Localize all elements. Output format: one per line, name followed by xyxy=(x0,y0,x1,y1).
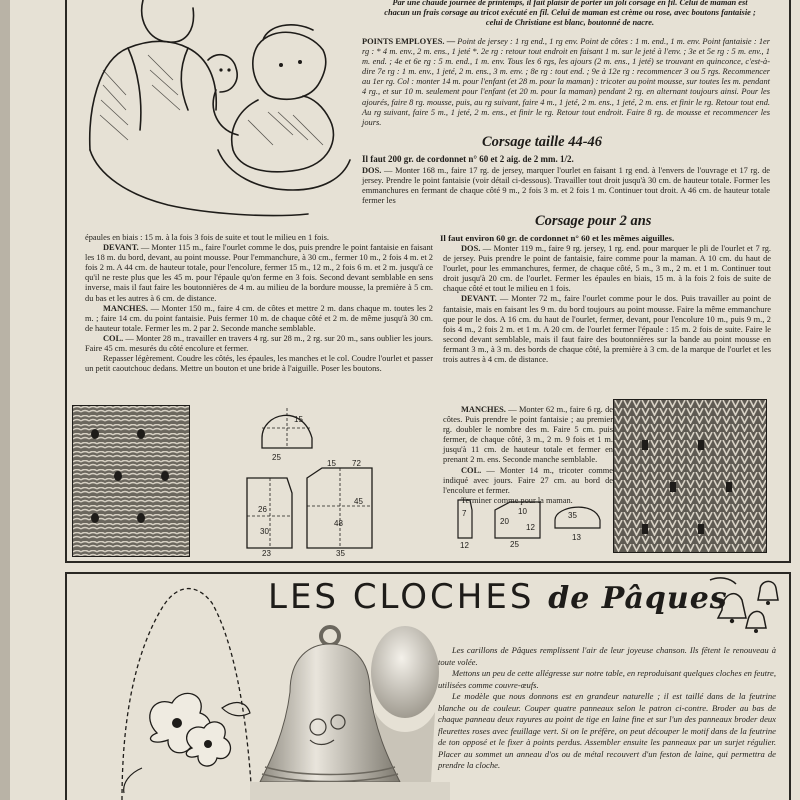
cloches-title xyxy=(268,577,728,617)
knit-swatch-left xyxy=(72,405,190,557)
dim-10: 10 xyxy=(518,507,527,516)
dim-12b: 12 xyxy=(526,523,535,532)
dim-72: 72 xyxy=(352,459,361,468)
points-heading: POINTS EMPLOYES. — xyxy=(362,37,456,46)
corsage-1-subtitle: Il faut 200 gr. de cordonnet n° 60 et 2 aig. de 2 mm. 1/2. xyxy=(362,154,574,164)
dim-15: 15 xyxy=(294,415,303,424)
bell-pattern-outline xyxy=(72,578,262,800)
dim-30: 30 xyxy=(260,527,269,536)
col2-text: — Monter 14 m., tricoter comme indiqué avec jours. Faire 27 cm. au bord de l'encolure et fermer. xyxy=(443,465,613,495)
points-body: Point de jersey : 1 rg end., 1 rg env. Point de côtes : 1 m. end., 1 m. env. Point fantaisie : 1er rg : * 4 m. env., 2 m. ens., 1 jeté *. 2e rg : retour tout endroit en faisant 1 m. sur le jeté à l'env. ; 3e et 5e rg : 5 m. env., 1 m. end. ; 4e et 6e rg : 5 m. end., 1 m. env. Tous les 6 rgs, les ajours (2 m. ens., 1 jeté) se trouvant en quinconce, c'est-à-dire 7e rg : 1 m. env., 1 jeté, 2 m. ens., 3 m. env. ; 8e rg : tout end. ; 9e à 12e rg : recommencer 3 ou 5 rgs. Recommencer au 1er rg. Col : monter 14 m. pour l'enfant (et 28 m. pour la maman) : tricoter au point mousse, sur toutes les m. pendant 4 rg., et sur 10 m. seulement pour l'enfant (et 20 m. pour la maman) pendant 2 rg. en alternant toujours ainsi. Pour les ajourés, faire 8 rg. mousse, puis, au rg suivant, faire 4 m., 1 jeté, 2 m. ens., 1 jeté, 2 m. ens. et finir le rg. Retour tout end. Au rg suivant, faire 5 m., 1 jeté, 2 m. ens., et finir le rg. Retour tout endroit. Faire 8 rg. de mousse et recommencer les jours. xyxy=(362,37,771,127)
cloches-paragraph-1: Les carillons de Pâques remplissent l'air de leur joyeuse chanson. Ils fêtent le renouveau à toute volée. xyxy=(438,645,776,667)
knit-swatch-right xyxy=(613,399,767,553)
col-text: — Monter 28 m., travailler en travers 4 rg. sur 28 m., 2 rg. sur 20 m., sans oublier les jours. Faire 45 cm. mesurés du côté encolure et fermer. xyxy=(85,333,433,354)
dos2-text: — Monter 119 m., faire 9 rg. jersey, 1 rg. end. pour marquer le pli de l'ourlet et 7 rg. de jersey. Puis prendre le point de fantaisie, faire comme pour la maman. A 10 cm. du haut de l'ourlet, pour les emmanchures, fermer, de chaque côté, 5 m., 3 m., 2 m. et 1 m. Continuer tout droit jusqu'à 20 cm. de l'ourlet. Fermer les épaules en biais, 15 m. à la fois 2 fois de suite de chaque côté et tout le milieu en 1 fois. xyxy=(443,244,771,294)
dim-23: 23 xyxy=(262,549,271,558)
col-label: COL. xyxy=(103,333,124,343)
dim-20: 20 xyxy=(500,517,509,526)
dim-26: 26 xyxy=(258,505,267,514)
finish-text: Repasser légèrement. Coudre les côtés, les épaules, les manches et le col. Coudre l'ourlet et passer un petit caoutchouc dedans. Mettre un bouton et une bride à l'aiguille. Poser les boutons. xyxy=(85,354,433,374)
dos2-label: DOS. xyxy=(461,244,481,253)
corsage-2-title: Corsage pour 2 ans xyxy=(535,213,652,229)
dim-35b: 35 xyxy=(568,511,577,520)
manches-text: — Monter 150 m., faire 4 cm. de côtes et mettre 2 m. dans chaque m. toutes les 2 m. ; faire 14 cm. du point fantaisie. Puis fermer 10 m. de chaque côté et 2 m. de même jusqu'à 30 cm. de hauteur totale. Fermer les m. 2 par 2. Seconde manche semblable. xyxy=(85,303,433,333)
dim-35: 35 xyxy=(336,549,345,558)
devant-text: — Monter 115 m., faire l'ourlet comme le dos, puis prendre le point fantaisie en faisant les 18 m. du bord, devant, au point mousse. Pour l'emmanchure, à 30 cm., fermer 10 m., 2 fois 4 m. et 2 fois 2 m. A 44 cm. de hauteur totale, pour l'encolure, fermer 15 m., 12 m., 2 fois 6 m. et 2 m. jusqu'à ce qu'il ne reste plus que les 45 m. pour l'épaule qu'on ferme en 3 fois. Second devant semblable en sens inverse, mais il faut faire les boutonnières de 4 m. au milieu de la bordure mousse, la première à 5 cm. du bas et les autres à 6 cm. de distance. xyxy=(85,243,433,303)
cloches-text xyxy=(438,645,776,772)
corsage-1-title: Corsage taille 44-46 xyxy=(482,134,603,150)
mother-child-illustration xyxy=(68,0,358,232)
corsage-1-dos xyxy=(362,166,770,206)
felt-bell-photo xyxy=(250,622,450,800)
finish2-text: Terminer comme pour la maman. xyxy=(461,495,573,505)
cloches-paragraph-2: Mettons un peu de cette allégresse sur notre table, en reproduisant quelques cloches en feutre, utilisées comme couvre-œufs. xyxy=(438,668,776,690)
points-employes xyxy=(362,37,770,128)
dim-25b: 25 xyxy=(510,540,519,549)
pattern-diagrams-maman xyxy=(232,398,392,558)
cloches-title-lower: de Pâques xyxy=(548,581,728,616)
cloches-paragraph-3: Le modèle que nous donnons est en grandeur naturelle ; il est taillé dans de la feutrine blanche ou de couleur. Couper quatre panneaux selon le patron ci-contre. Broder au bas de chaque panneau deux rayures au point de tige en laine fine et sur l'un des panneaux broder deux fleurettes roses avec feuillage vert. Si on le préfère, on peut découper le motif dans de la feutrine de ton opposé et le fixer à points perdus. Assembler ensuite les panneaux par un surjet régulier. Placer au sommet un anneau d'os ou de métal recouvert d'un feston de laine, qui permettra de prendre la cloche. xyxy=(438,691,776,770)
pattern-diagrams-enfant xyxy=(450,490,610,550)
col2-label: COL. xyxy=(461,465,482,475)
manches2-label: MANCHES. xyxy=(461,405,506,414)
dim-45: 45 xyxy=(354,497,363,506)
manches2-text: — Monter 62 m., faire 6 rg. de côtes. Puis prendre le point fantaisie ; au premier rg. doubler le nombre des m. Faire 5 cm. puis fermer, de chaque côté, 3 m., 2 m. 9 fois et 1 m. jusqu'à 11 cm. de hauteur totale et fermer en prenant 2 m. ens. Seconde manche semblable. xyxy=(443,405,613,465)
dim-12: 12 xyxy=(460,541,469,550)
corsage-1-left-column xyxy=(85,233,433,374)
corsage-2-column xyxy=(443,244,771,365)
bells-decoration xyxy=(700,570,790,640)
cloches-title-caps: LES CLOCHES xyxy=(268,577,535,617)
dim-48: 48 xyxy=(334,519,343,528)
manches-label: MANCHES. xyxy=(103,303,148,313)
devant-label: DEVANT. xyxy=(103,243,139,253)
corsage-2-subtitle: Il faut environ 60 gr. de cordonnet n° 60 et les mêmes aiguilles. xyxy=(440,233,675,243)
intro-text: Par une chaude journée de printemps, il fait plaisir de porter un joli corsage en fil. Celui de maman est chacun un frais corsage au tricot exécuté en fil. Celui de maman est crème ou rose, avec boutons fantaisie ; celui de Christiane est blanc, boutonné de nacre. xyxy=(384,0,756,27)
dim-25: 25 xyxy=(272,453,281,462)
dos-label: DOS. xyxy=(362,166,382,175)
devant2-text: — Monter 72 m., faire l'ourlet comme pour le dos. Puis travailler au point de fantaisie, mais en faisant les 9 m. du bord toujours au point mousse. Faire la même emmanchure que pour le dos. A 16 cm. du haut de l'ourlet, fermer, devant, pour l'encolure 10 m., puis 9 m., 2 fois 4 m., 2 fois 2 m. et 1 m. A 20 cm. de l'ourlet fermer l'épaule : 15 m. 2 fois de suite. Faire le second devant semblable, mais il faut faire des boutonnières sur la bande au point mousse en fermant 3 m., à 3 m. des bords de chaque côté, la première à 3 cm. de la marque de l'ourlet et les trois autres à 4 cm. de distance. xyxy=(443,294,772,365)
dos-continuation: épaules en biais : 15 m. à la fois 3 fois de suite et tout le milieu en 1 fois. xyxy=(85,233,329,242)
devant2-label: DEVANT. xyxy=(461,294,497,304)
dim-13: 13 xyxy=(572,533,581,542)
magazine-page xyxy=(10,0,800,800)
dim-7: 7 xyxy=(462,509,467,518)
dim-15b: 15 xyxy=(327,459,336,468)
dos-text: — Monter 168 m., faire 17 rg. de jersey, marquer l'ourlet en faisant 1 rg end. à l'envers de l'ouvrage et 17 rg. de jersey. Prendre le point fantaisie (voir détail ci-dessous). Travailler tout droit jusqu'à 30 cm. de hauteur totale. Former les emmanchures en fermant de chaque côté 9 m., 2 fois 3 m. et 2 fois 1 m. Continuer tout droit. A 46 cm. de hauteur totale fermer les xyxy=(362,166,771,206)
